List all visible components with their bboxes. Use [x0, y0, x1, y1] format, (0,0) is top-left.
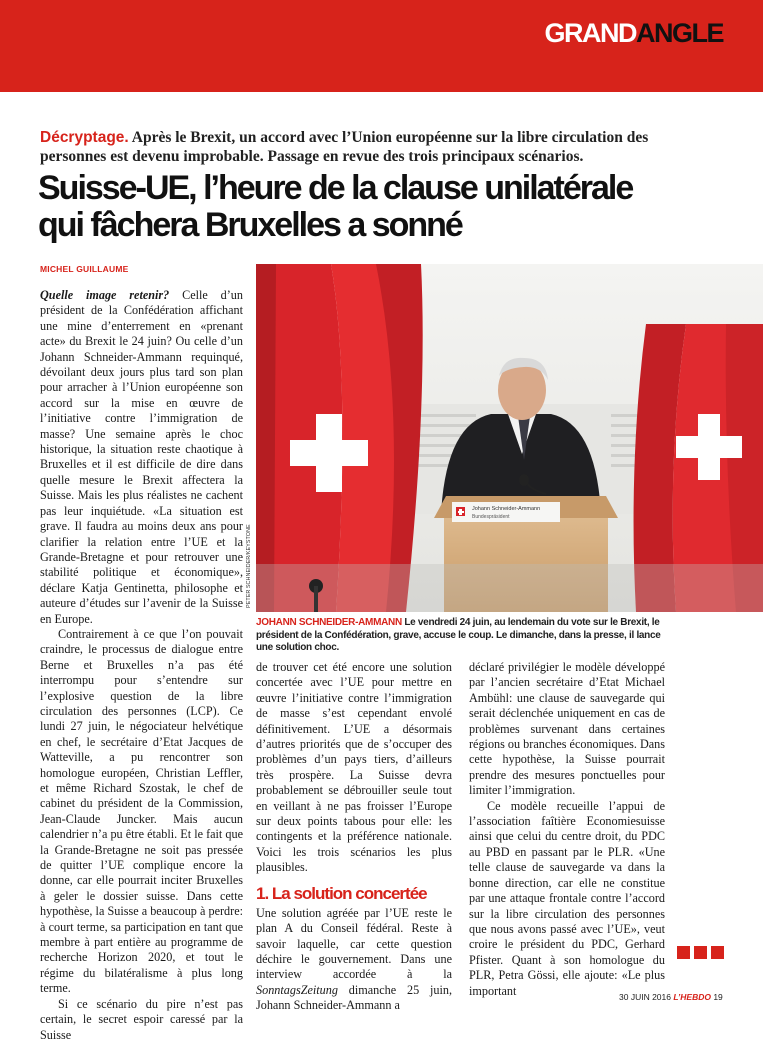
swiss-flag-left [256, 264, 423, 612]
column-2 [256, 660, 452, 1014]
marker-square [711, 946, 724, 959]
column-3-paragraph-2: Ce modèle recueille l’appui de l’association faîtière Economiesuisse ainsi que celui du centre droit, du PDC au PBD en passant par le PLR. «Une telle clause de sauvegarde va dans la bonne direction, car elle ne constitue par une attaque frontale contre l’accord sur la libre circulation des personnes que nous avons passé avec l’UE», veut croire le président du PDC, Gerhard Pfister. Quant à son homologue du PLR, Petra Gössi, elle ajoute: «Le plus important [469, 798, 665, 998]
section-title-grand: GRAND [544, 18, 636, 48]
photo-caption [256, 617, 676, 655]
column-1-text-1: Celle d’un président de la Confédération affichant une mine d’enterrement en «prenant acte» du Brexit le 24 juin? Ou celle d’un Johann Schneider-Ammann requinqué, dévoilant deux jours plus tard son plan pour arracher à l’Union européenne son accord sur la mise en œuvre de l’initiative contre l’immigration de masse? Une semaine après le choc historique, la situation reste chaotique à Bruxelles et il est difficile de dire dans quelle mesure le Brexit affectera la Suisse. Mais les plus réalistes ne cachent pas leur inquiétude. «La situation est grave. Il faudra au moins deux ans pour clarifier la relation entre l’UE et la Grande-Bretagne et pour retrouver une stabilité politique et économique», déclare Katja Gentinetta, philosophe et auteure d’études sur l’avenir de la Suisse en Europe. [40, 288, 243, 626]
column-2-text-a: Une solution agréée par l’UE reste le plan A du Conseil fédéral. Reste à savoir laquelle, car cette question déchire le gouvernement. Dans une interview accordée à la [256, 905, 452, 982]
byline: MICHEL GUILLAUME [40, 264, 129, 274]
folio-date: 30 JUIN 2016 [619, 992, 674, 1002]
subhead-solution-concertee: 1. La solution concertée [256, 883, 427, 903]
page-folio [619, 992, 723, 1002]
article-lede [40, 128, 700, 166]
folio-magazine: L’HEBDO [673, 992, 711, 1002]
caption-text: Le vendredi 24 juin, au lendemain du vote sur le Brexit, le président de la Confédération, grave, accuse le coup. Le dimanche, dans la presse, il lance une solution choc. [256, 617, 661, 653]
section-banner [0, 0, 763, 92]
column-1-paragraph-3: Si ce scénario du pire n’est pas certain, le secret espoir caressé par la Suisse [40, 996, 243, 1042]
column-2-paragraph-2 [256, 906, 452, 1014]
lectern-name: Johann Schneider-Ammann [472, 506, 541, 512]
lede-kicker: Décryptage. [40, 129, 129, 146]
newspaper-name: SonntagsZeitung [256, 982, 338, 997]
headline-line-2: qui fâchera Bruxelles a sonné [38, 206, 462, 244]
section-title-angle: ANGLE [636, 18, 723, 48]
lede-text: Après le Brexit, un accord avec l’Union européenne sur la libre circulation des personnes est devenu improbable. Passage en revue des trois principaux scénarios. [40, 129, 649, 165]
marker-square [677, 946, 690, 959]
column-1 [40, 288, 243, 1043]
column-1-paragraph-2: Contrairement à ce que l’on pouvait craindre, le processus de dialogue entre Berne et Bruxelles n’a pas été interrompu pour s’entendre sur l’explosive question de la libre circulation des personnes (LCP). Ce lundi 27 juin, le négociateur helvétique en chef, le secrétaire d’Etat Jacques de Watteville, a pu rencontrer son homologue européen, Christian Leffler, et même Richard Szostak, le chef de cabinet du président de la Commission, Jean-Claude Juncker. Mais aucun calendrier n’a pu être établi. Et le fait que la Grande-Bretagne ne soit pas pressée de quitter l’UE complique encore la donne, car elle pourrait inciter Bruxelles à geler le dossier suisse. Dans cette hypothèse, la Suisse a beaucoup à perdre: à court terme, sa participation en tant que membre à part entière au programme de recherche Horizon 2020, et tout le régime du bilatéralisme à plus long terme. [40, 626, 243, 996]
article-photo [256, 264, 763, 612]
photo-credit [244, 524, 254, 612]
lectern-title: Bundespräsident [472, 514, 510, 520]
marker-square [694, 946, 707, 959]
column-2-paragraph-1: de trouver cet été encore une solution concertée avec l’UE pour mettre en œuvre l’initiative contre l’immigration de masse s’est cependant envolé définitivement. L’UE a désormais d’autres priorités que de s’occuper des problèmes d’un pays tiers, d’ailleurs très prospère. La Suisse devra probablement se débrouiller seule tout en veillant à ne pas froisser l’Europe sur deux points tabous pour elle: les contingents et la préférence nationale. Voici les trois scénarios les plus plausibles. [256, 660, 452, 875]
column-2-text-c: dimanche 25 juin, Johann Schneider-Ammann a [256, 982, 452, 1013]
caption-name: JOHANN SCHNEIDER-AMMANN [256, 617, 402, 628]
article-headline [38, 170, 728, 244]
column-3-paragraph-1: déclaré privilégier le modèle développé par l’ancien secrétaire d’Etat Michael Ambühl: une clause de sauvegarde qui serait déclenchée uniquement en cas de problèmes survenant dans certaines régions ou branches économiques. Dans cette hypothèse, la Suisse pourrait prendre des mesures ponctuelles pour limiter l’immigration. [469, 660, 665, 798]
column-1-paragraph-1 [40, 288, 243, 627]
headline-line-1: Suisse-UE, l’heure de la clause unilatérale [38, 169, 633, 207]
section-title [545, 18, 724, 49]
lead-question: Quelle image retenir? [40, 288, 170, 302]
photo-credit-text: PETER SCHNEIDER/KEYSTONE [246, 524, 252, 608]
photo-illustration [256, 264, 763, 612]
continuation-marker [677, 946, 737, 959]
folio-page: 19 [710, 992, 723, 1002]
column-3 [469, 660, 665, 999]
